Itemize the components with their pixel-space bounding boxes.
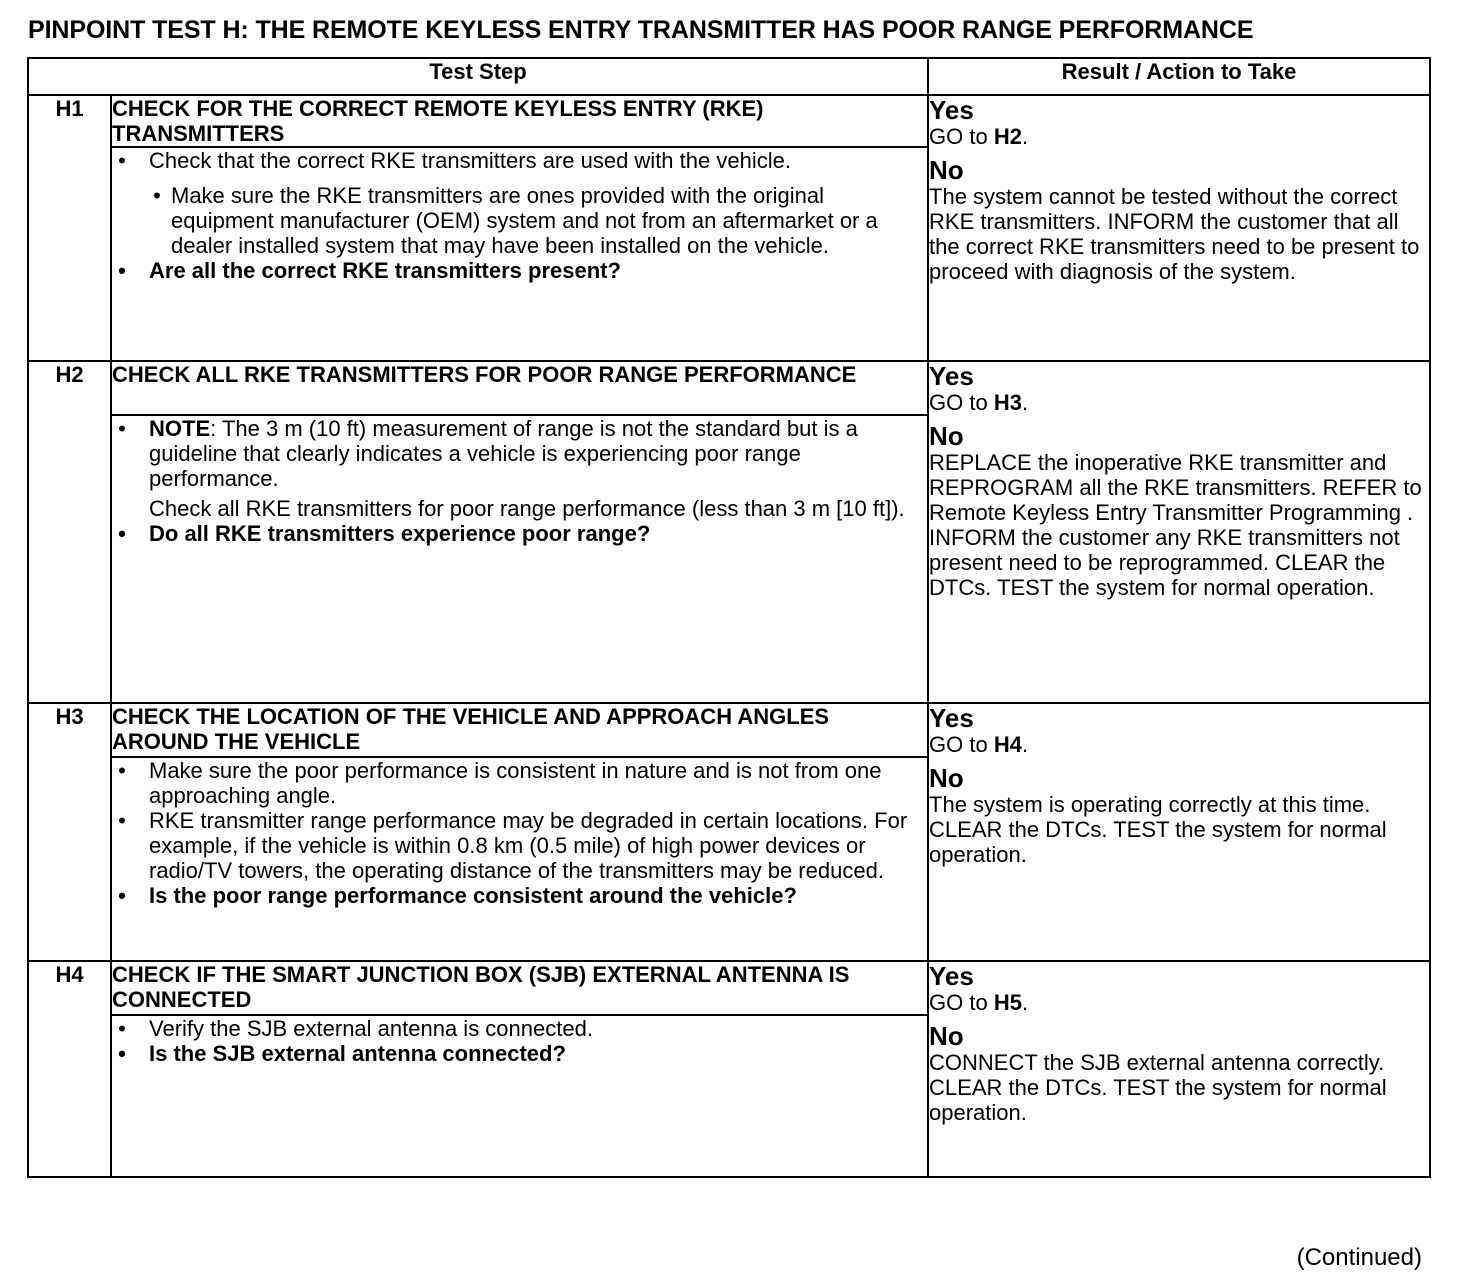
step-heading: CHECK IF THE SMART JUNCTION BOX (SJB) EXTERNAL ANTENNA IS CONNECTED <box>111 961 928 1015</box>
step-id: H2 <box>28 361 111 703</box>
sub-bullet-item: • Make sure the RKE transmitters are ones provided with the original equipment manufacturer (OEM) system and not from an aftermarket or a dealer installed system that may have been installed on the vehicle. <box>153 183 878 258</box>
goto-link-h2[interactable]: H2 <box>993 124 1022 149</box>
no-action: CONNECT the SJB external antenna correctly. CLEAR the DTCs. TEST the system for normal operation. <box>929 1050 1387 1125</box>
step-h1-heading-row <box>28 95 1430 147</box>
yes-action: GO to H5. <box>929 990 1029 1015</box>
yes-label: Yes <box>929 961 974 991</box>
no-action: The system cannot be tested without the correct RKE transmitters. INFORM the customer that all the correct RKE transmitters need to be present to proceed with diagnosis of the system. <box>929 184 1420 284</box>
yes-label: Yes <box>929 95 974 125</box>
no-label: No <box>929 421 964 451</box>
yes-label: Yes <box>929 361 974 391</box>
bullet-item: • RKE transmitter range performance may be degraded in certain locations. For example, if the vehicle is within 0.8 km (0.5 mile) of high power devices or radio/TV towers, the operating distance of the transmitters may be reduced. <box>118 808 908 883</box>
continuation-text: Check all RKE transmitters for poor range performance (less than 3 m [10 ft]). <box>149 496 905 521</box>
header-row <box>28 58 1430 95</box>
question-item: • Is the SJB external antenna connected? <box>118 1041 566 1066</box>
goto-link-h5[interactable]: H5 <box>993 990 1022 1015</box>
no-label: No <box>929 763 964 793</box>
yes-action: GO to H2. <box>929 124 1029 149</box>
step-result <box>928 361 1430 703</box>
step-id: H3 <box>28 703 111 961</box>
step-h3-heading-row <box>28 703 1430 757</box>
goto-link-h3[interactable]: H3 <box>993 390 1022 415</box>
column-header-result: Result / Action to Take <box>928 58 1430 95</box>
yes-label: Yes <box>929 703 974 733</box>
step-h2-heading-row <box>28 361 1430 415</box>
step-id: H1 <box>28 95 111 361</box>
no-action: REPLACE the inoperative RKE transmitter and REPROGRAM all the RKE transmitters. REFER to Remote Keyless Entry Transmitter Programming . INFORM the customer any RKE transmitters not present need to be reprogrammed. CLEAR the DTCs. TEST the system for normal operation. <box>929 450 1422 600</box>
step-result <box>928 961 1430 1177</box>
pinpoint-test-table <box>27 57 1431 1178</box>
bullet-item: • Check that the correct RKE transmitters are used with the vehicle. <box>118 148 791 173</box>
yes-action: GO to H3. <box>929 390 1029 415</box>
step-id: H4 <box>28 961 111 1177</box>
step-result <box>928 95 1430 361</box>
question-item: • Is the poor range performance consistent around the vehicle? <box>118 883 797 908</box>
goto-link-h4[interactable]: H4 <box>993 732 1022 757</box>
yes-action: GO to H4. <box>929 732 1029 757</box>
no-label: No <box>929 1021 964 1051</box>
question-item: • Are all the correct RKE transmitters present? <box>118 258 621 283</box>
question-item: • Do all RKE transmitters experience poor range? <box>118 521 651 546</box>
note-item: • NOTE: The 3 m (10 ft) measurement of range is not the standard but is a guideline that clearly indicates a vehicle is experiencing poor range performance. <box>118 416 858 491</box>
column-header-test-step: Test Step <box>28 58 928 95</box>
step-result <box>928 703 1430 961</box>
no-action: The system is operating correctly at this time. CLEAR the DTCs. TEST the system for normal operation. <box>929 792 1387 867</box>
step-heading: CHECK THE LOCATION OF THE VEHICLE AND APPROACH ANGLES AROUND THE VEHICLE <box>111 703 928 757</box>
step-h4-heading-row <box>28 961 1430 1015</box>
step-body <box>111 415 928 703</box>
bullet-item: • Make sure the poor performance is consistent in nature and is not from one approaching angle. <box>118 758 882 808</box>
step-body <box>111 1015 928 1177</box>
no-label: No <box>929 155 964 185</box>
page-title: PINPOINT TEST H: THE REMOTE KEYLESS ENTRY TRANSMITTER HAS POOR RANGE PERFORMANCE <box>28 16 1254 44</box>
step-heading: CHECK FOR THE CORRECT REMOTE KEYLESS ENTRY (RKE) TRANSMITTERS <box>111 95 928 147</box>
continued-note: (Continued) <box>1296 1244 1422 1271</box>
bullet-item: • Verify the SJB external antenna is connected. <box>118 1016 593 1041</box>
step-heading: CHECK ALL RKE TRANSMITTERS FOR POOR RANGE PERFORMANCE <box>111 361 928 415</box>
step-body <box>111 147 928 361</box>
step-body <box>111 757 928 961</box>
